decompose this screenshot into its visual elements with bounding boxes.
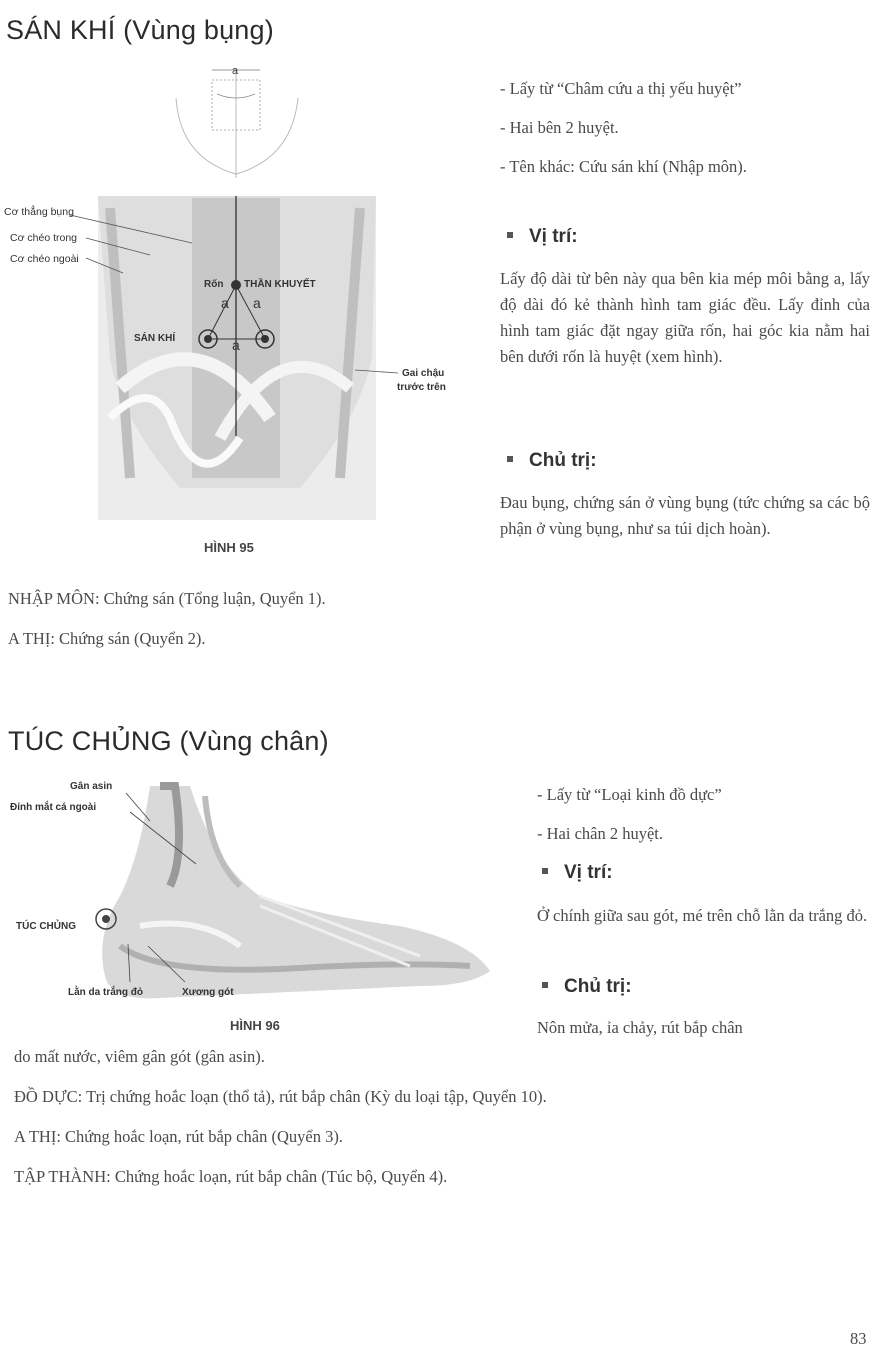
label-gan-asin: Gân asin — [70, 781, 113, 792]
section-title-san-khi: SÁN KHÍ (Vùng bụng) — [6, 15, 274, 45]
label-san-khi: SÁN KHÍ — [134, 333, 176, 344]
label-tuc-chung: TÚC CHỦNG — [16, 921, 76, 932]
label-a-left: a — [221, 295, 229, 311]
info-line-2: - Hai bên 2 huyệt. — [500, 118, 619, 137]
label-co-cheo-ngoai: Cơ chéo ngoài — [10, 253, 79, 265]
vitri-heading-1: Vị trí: — [507, 226, 578, 248]
info-line-1: - Lấy từ “Châm cứu a thị yếu huyệt” — [500, 79, 742, 98]
ref-a-thi-1: A THỊ: Chứng sán (Quyển 2). — [8, 629, 206, 648]
ref-do-duc: ĐỒ DỰC: Trị chứng hoắc loạn (thổ tả), rút bắp chân (Kỳ du loại tập, Quyển 10). — [14, 1087, 547, 1106]
label-a-right: a — [253, 295, 261, 311]
label-lan-da: Lằn da trắng đỏ — [68, 987, 143, 998]
svg-text:a: a — [232, 65, 239, 77]
label-gai-chau-2: trước trên — [397, 382, 446, 393]
chutri-heading-2: Chủ trị: — [542, 976, 632, 998]
figure-95-caption: HÌNH 95 — [204, 540, 254, 555]
label-xuong-got: Xương gót — [182, 987, 234, 998]
ref-tap-thanh: TẬP THÀNH: Chứng hoắc loạn, rút bắp chân (Túc bộ, Quyển 4). — [14, 1167, 448, 1186]
bullet-icon — [507, 456, 513, 462]
label-co-thang-bung: Cơ thẳng bụng — [4, 206, 74, 218]
ref-a-thi-2: A THỊ: Chứng hoắc loạn, rút bắp chân (Quyển 3). — [14, 1127, 343, 1146]
bullet-icon — [542, 868, 548, 874]
vitri-heading-2: Vị trí: — [542, 862, 613, 884]
label-gai-chau-1: Gai chậu — [402, 368, 445, 379]
info2-line-2: - Hai chân 2 huyệt. — [537, 824, 663, 843]
figure-96-caption: HÌNH 96 — [230, 1018, 280, 1033]
label-a-bottom: a — [232, 337, 240, 353]
bullet-icon — [542, 982, 548, 988]
info-line-3: - Tên khác: Cứu sán khí (Nhập môn). — [500, 157, 747, 176]
chutri-text-2b: do mất nước, viêm gân gót (gân asin). — [14, 1047, 265, 1066]
abdomen-illustration — [0, 58, 470, 558]
page-number: 83 — [850, 1329, 867, 1348]
figure-96 — [0, 776, 500, 1046]
info2-line-1: - Lấy từ “Loại kinh đồ dực” — [537, 785, 722, 804]
label-co-cheo-trong: Cơ chéo trong — [10, 232, 78, 244]
label-ron: Rốn — [204, 279, 224, 290]
chutri-text-2a: Nôn mửa, ỉa chảy, rút bắp chân — [537, 1018, 743, 1037]
ref-nhap-mon: NHẬP MÔN: Chứng sán (Tổng luận, Quyển 1). — [8, 589, 326, 608]
figure-95 — [0, 58, 470, 558]
torso — [70, 196, 398, 520]
vitri-text-1: Lấy độ dài từ bên này qua bên kia mép môi bằng a, lấy độ dài đó kẻ thành hình tam giác đều. Lấy đỉnh của hình tam giác đặt ngay giữa rốn, hai góc kia nằm hai bên dưới rốn là huyệt (xem hình). — [500, 269, 870, 366]
label-than-khuyet: THẦN KHUYẾT — [244, 279, 316, 290]
chutri-text-1: Đau bụng, chứng sán ở vùng bụng (tức chứng sa các bộ phận ở vùng bụng, như sa túi dịch hoàn). — [500, 493, 870, 538]
face-sketch — [176, 65, 298, 178]
section-title-tuc-chung: TÚC CHỦNG (Vùng chân) — [8, 726, 329, 756]
bullet-icon — [507, 232, 513, 238]
label-dinh-mat-ca: Đỉnh mắt cá ngoài — [10, 802, 97, 813]
vitri-text-2: Ở chính giữa sau gót, mé trên chỗ lằn da trắng đỏ. — [537, 906, 868, 925]
chutri-heading-1: Chủ trị: — [507, 450, 597, 472]
